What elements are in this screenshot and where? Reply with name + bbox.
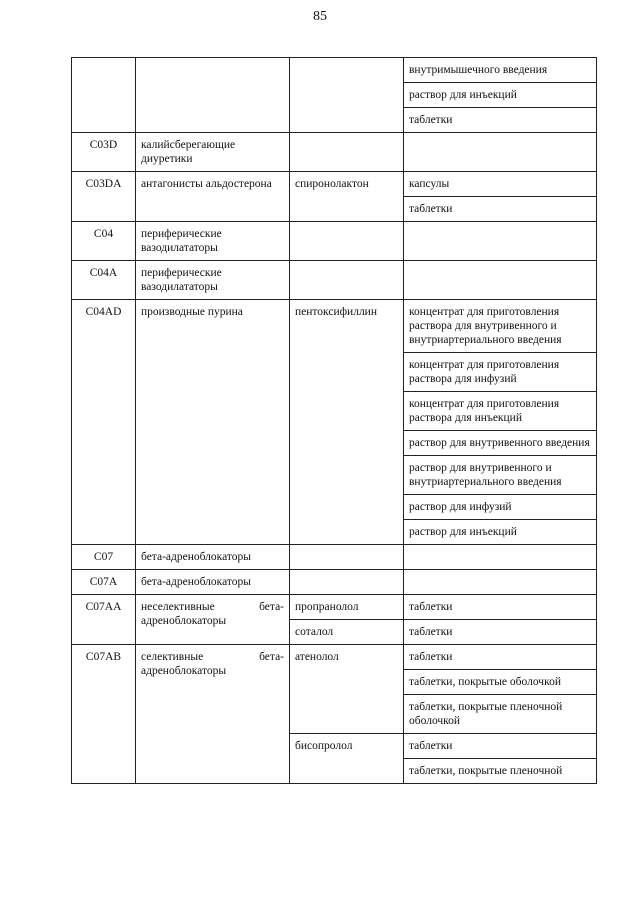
dosage-form-cell: таблетки [404, 734, 597, 759]
table-row [72, 261, 597, 300]
dosage-form-cell [404, 133, 597, 172]
dosage-form-cell: таблетки [404, 645, 597, 670]
code-cell [72, 58, 136, 133]
atc-group-word: бета- [259, 601, 284, 613]
atc-code: C07 [72, 545, 136, 570]
inn-cell [290, 133, 404, 172]
table-row [72, 172, 597, 197]
inn-cell [290, 222, 404, 261]
atc-group: периферические вазодилататоры [136, 222, 290, 261]
inn-name: спиронолактон [290, 172, 404, 222]
inn-cell [290, 545, 404, 570]
dosage-form-cell [404, 570, 597, 595]
atc-group: бета-адреноблокаторы [136, 545, 290, 570]
atc-code: C04 [72, 222, 136, 261]
drug-table [71, 57, 597, 784]
inn-name: бисопролол [290, 734, 404, 784]
inn-name: атенолол [290, 645, 404, 734]
table-row [72, 595, 597, 620]
table-row [72, 58, 597, 83]
dosage-form-cell [404, 261, 597, 300]
atc-code: C03D [72, 133, 136, 172]
dosage-form-cell: раствор для инъекций [404, 520, 597, 545]
dosage-form-cell: капсулы [404, 172, 597, 197]
inn-name: соталол [290, 620, 404, 645]
atc-code: C04A [72, 261, 136, 300]
table-row [72, 133, 597, 172]
dosage-form-cell: концентрат для приготовления раствора для внутривенного и внутриартериального введения [404, 300, 597, 353]
atc-code: C07AB [72, 645, 136, 784]
dosage-form-cell: концентрат для приготовления раствора для инъекций [404, 392, 597, 431]
atc-group [136, 595, 290, 645]
atc-group: производные пурина [136, 300, 290, 545]
table-row [72, 570, 597, 595]
atc-code: C07A [72, 570, 136, 595]
dosage-form-cell: таблетки, покрытые оболочкой [404, 670, 597, 695]
inn-name: пентоксифиллин [290, 300, 404, 545]
dosage-form-cell: раствор для внутривенного и внутриартериального введения [404, 456, 597, 495]
table-row [72, 545, 597, 570]
inn-cell [290, 261, 404, 300]
dosage-form-cell [404, 545, 597, 570]
dosage-form-cell: таблетки [404, 620, 597, 645]
dosage-form-cell [404, 222, 597, 261]
page-number: 85 [313, 9, 327, 24]
atc-group-word: селективные [141, 651, 204, 663]
dosage-form-cell: таблетки [404, 197, 597, 222]
atc-group-line: адреноблокаторы [141, 665, 227, 677]
dosage-form-cell: раствор для внутривенного введения [404, 431, 597, 456]
dosage-form-cell: раствор для инъекций [404, 83, 597, 108]
atc-group-word: бета- [259, 651, 284, 663]
atc-group-line: адреноблокаторы [141, 615, 227, 627]
dosage-form-cell: таблетки [404, 108, 597, 133]
inn-cell [290, 58, 404, 133]
atc-group: бета-адреноблокаторы [136, 570, 290, 595]
inn-name: пропранолол [290, 595, 404, 620]
atc-code: C07AA [72, 595, 136, 645]
table-row [72, 645, 597, 670]
atc-group [136, 645, 290, 784]
dosage-form-cell: таблетки, покрытые пленочной [404, 759, 597, 784]
atc-group: калийсберегающие диуретики [136, 133, 290, 172]
dosage-form-cell: таблетки [404, 595, 597, 620]
atc-group-word: неселективные [141, 601, 215, 613]
group-cell [136, 58, 290, 133]
dosage-form-cell: таблетки, покрытые пленочной оболочкой [404, 695, 597, 734]
atc-code: C03DA [72, 172, 136, 222]
dosage-form-cell: концентрат для приготовления раствора для инфузий [404, 353, 597, 392]
table-row [72, 300, 597, 353]
dosage-form-cell: раствор для инфузий [404, 495, 597, 520]
inn-cell [290, 570, 404, 595]
atc-group: периферические вазодилататоры [136, 261, 290, 300]
atc-code: C04AD [72, 300, 136, 545]
dosage-form-cell: внутримышечного введения [404, 58, 597, 83]
table-row [72, 222, 597, 261]
atc-group: антагонисты альдостерона [136, 172, 290, 222]
